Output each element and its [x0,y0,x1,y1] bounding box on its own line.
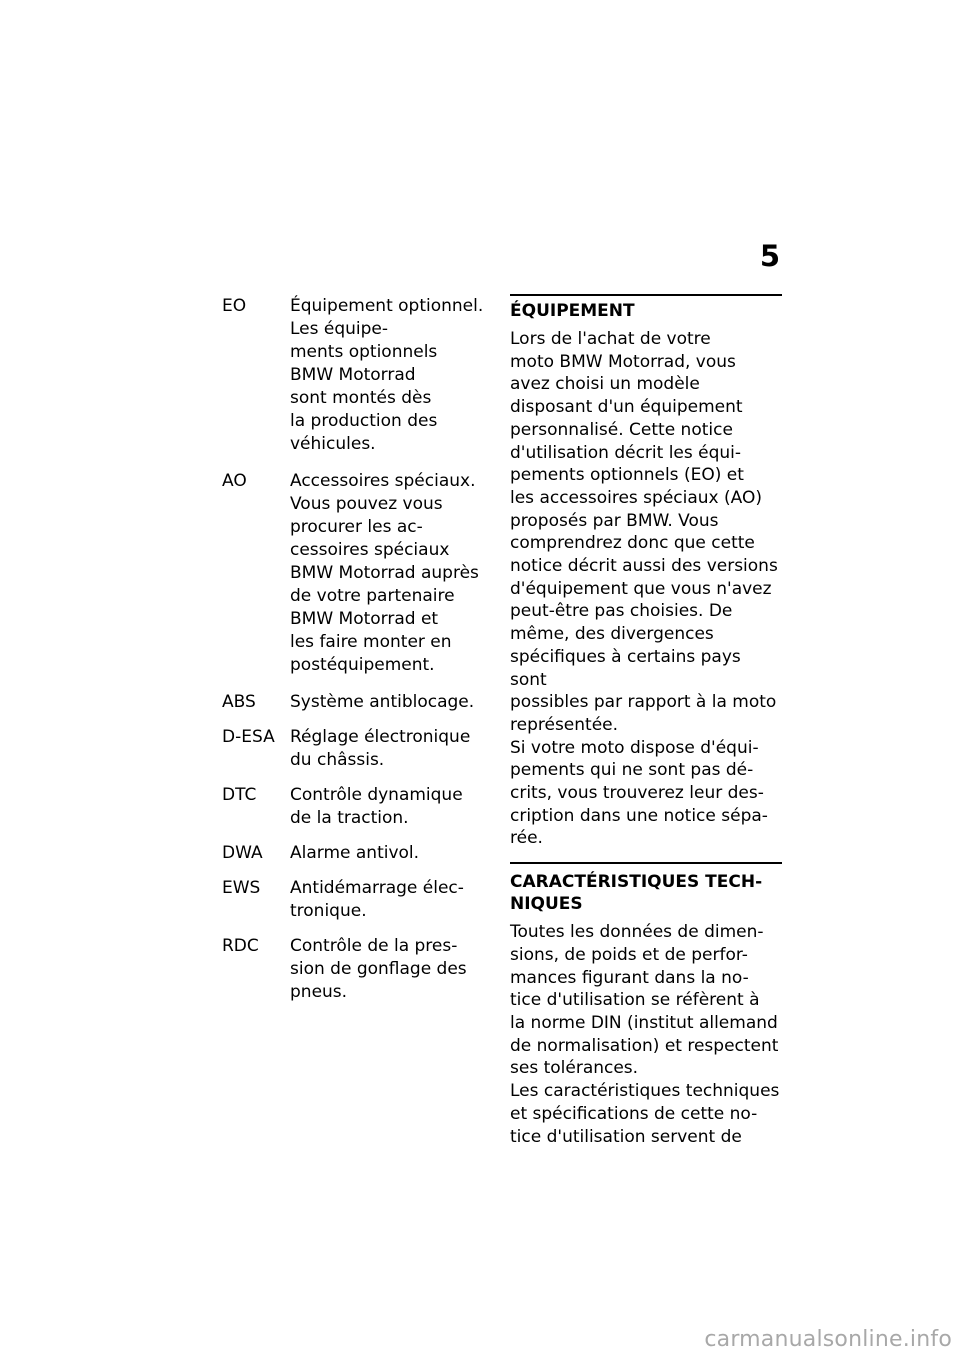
abbreviation-code: DWA [222,843,263,863]
abbreviation-definition: Réglage électronique du châssis. [290,727,471,770]
paragraph: Lors de l'achat de votre moto BMW Motorrad, vous avez choisi un modèle disposant d'un équipement personnalisé. Cette notice d'utilisation décrit les équi- pements optionnels (EO) et les accessoires spéciaux (AO) proposés par BMW. Vous comprendrez donc que cette notice décrit aussi des versions d'équipement que vous n'avez peut-être pas choisies. De même, des divergences spécifiques à certains pays sont possibles par rapport à la moto représentée. [510,329,778,735]
watermark: carmanualsonline.info [704,1327,952,1352]
section-equipment [510,294,782,850]
abbreviation-code: D-ESA [222,727,275,747]
section-technical-data [510,862,782,1148]
abbreviation-code: AO [222,471,247,491]
abbreviation-entry [222,784,492,830]
abbreviation-code: ABS [222,692,256,712]
abbreviation-entry [222,877,492,923]
abbreviation-code: EWS [222,878,261,898]
section-heading: CARACTÉRISTIQUES TECH- NIQUES [510,872,763,915]
abbreviation-entry [222,691,492,714]
abbreviation-definition: Alarme antivol. [290,843,420,863]
abbreviation-entry [222,295,492,456]
section-divider [510,294,782,296]
section-divider [510,862,782,864]
abbreviation-code: DTC [222,785,257,805]
abbreviation-entry [222,842,492,865]
abbreviation-entry [222,935,492,1004]
abbreviation-list [222,290,492,1014]
abbreviation-definition: Contrôle de la pres- sion de gonflage des pneus. [290,936,467,1002]
abbreviation-code: RDC [222,936,259,956]
paragraph: Toutes les données de dimen- sions, de poids et de perfor- mances figurant dans la no- tice d'utilisation se réfèrent à la norme DIN (institut allemand de normalisation) et respectent ses tolérances. [510,922,779,1079]
abbreviation-definition: Système antiblocage. [290,692,475,712]
abbreviation-definition: Antidémarrage élec- tronique. [290,878,464,921]
section-heading: ÉQUIPEMENT [510,301,635,321]
abbreviation-definition: Contrôle dynamique de la traction. [290,785,463,828]
abbreviation-entry [222,726,492,772]
abbreviation-code: EO [222,296,247,316]
abbreviation-entry [222,470,492,677]
main-content-column [510,294,782,1160]
paragraph: Si votre moto dispose d'équi- pements qui ne sont pas dé- crits, vous trouverez leur des- cription dans une notice sépa- rée. [510,737,768,849]
page-number: 5 [759,239,780,273]
abbreviation-definition: Équipement optionnel. Les équipe- ments optionnels BMW Motorrad sont montés dès la production des véhicules. [290,296,484,454]
paragraph: Les caractéristiques techniques et spécifications de cette no- tice d'utilisation servent de [510,1081,780,1147]
abbreviation-definition: Accessoires spéciaux. Vous pouvez vous procurer les ac- cessoires spéciaux BMW Motorrad auprès de votre partenaire BMW Motorrad et les faire monter en postéquipement. [290,471,479,675]
